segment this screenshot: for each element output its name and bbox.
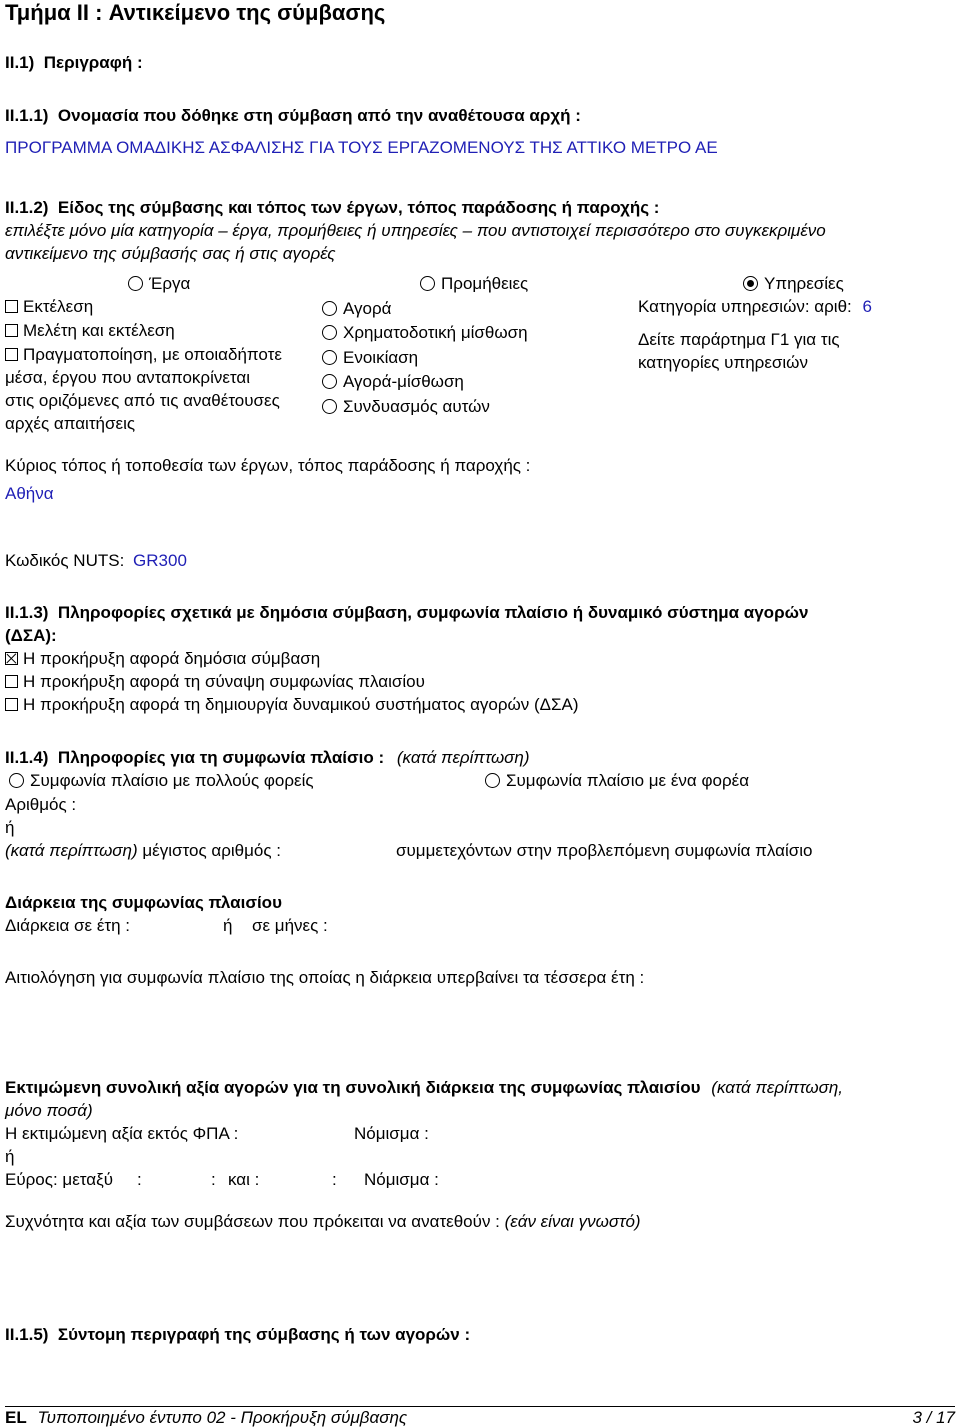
footer-page-number: 3 / 17: [912, 1408, 955, 1427]
range-colon-2: :: [211, 1170, 216, 1189]
heading-ii15-title: Σύντομη περιγραφή της σύμβασης ή των αγορών :: [57, 1325, 471, 1344]
range-currency-label: Νόμισμα :: [364, 1170, 439, 1189]
checkbox-icon[interactable]: [5, 348, 18, 361]
works-option-execution-label: Εκτέλεση: [23, 297, 94, 316]
supplies-option-hire-purchase-label: Αγορά-μίσθωση: [343, 372, 464, 391]
radio-icon[interactable]: [9, 773, 24, 788]
services-category-value: 6: [862, 297, 872, 316]
notice-dynamic-system[interactable]: [5, 695, 579, 715]
max-number-note: (κατά περίπτωση): [5, 841, 138, 860]
frequency-label: Συχνότητα και αξία των συμβάσεων που πρόκειται να ανατεθούν :: [5, 1212, 500, 1231]
supplies-option-hire-purchase[interactable]: [322, 372, 464, 392]
radio-framework-one[interactable]: [485, 771, 749, 791]
radio-works[interactable]: [128, 274, 190, 294]
radio-services-label: Υπηρεσίες: [764, 274, 844, 293]
radio-icon[interactable]: [322, 325, 337, 340]
estimate-note-line2: μόνο ποσά): [5, 1101, 93, 1120]
services-note-line1: Δείτε παράρτημα Γ1 για τις: [638, 330, 840, 349]
frequency-row: [5, 1212, 641, 1232]
heading-ii15-num: II.1.5): [5, 1325, 49, 1344]
radio-framework-many-label: Συμφωνία πλαίσιο με πολλούς φορείς: [30, 771, 314, 790]
participants-label: συμμετεχόντων στην προβλεπόμενη συμφωνία πλαίσιο: [396, 841, 813, 860]
works-option-design-execution[interactable]: [5, 321, 175, 341]
works-option-design-execution-label: Μελέτη και εκτέλεση: [23, 321, 175, 340]
heading-ii13-title-line2: (ΔΣΑ):: [5, 626, 57, 645]
range-colon-1: :: [137, 1170, 142, 1189]
heading-ii13-title: Πληροφορίες σχετικά με δημόσια σύμβαση, συμφωνία πλαίσιο ή δυναμικό σύστημα αγορών: [57, 603, 809, 622]
estimate-note-line1: (κατά περίπτωση,: [711, 1078, 843, 1097]
heading-ii1: [5, 53, 143, 73]
checked-checkbox-icon[interactable]: [5, 652, 18, 665]
max-number-label: μέγιστος αριθμός :: [142, 841, 281, 860]
supplies-option-purchase-label: Αγορά: [343, 299, 392, 318]
radio-icon[interactable]: [322, 350, 337, 365]
frequency-note: (εάν είναι γνωστό): [504, 1212, 641, 1231]
radio-works-icon[interactable]: [128, 276, 143, 291]
estimated-value-currency-label: Νόμισμα :: [354, 1124, 429, 1143]
heading-ii11: [5, 106, 581, 126]
checkbox-icon[interactable]: [5, 698, 18, 711]
footer-lang: EL: [5, 1408, 27, 1427]
range-colon-3: :: [332, 1170, 337, 1189]
heading-ii13-num: II.1.3): [5, 603, 49, 622]
heading-ii13: [5, 603, 808, 623]
duration-years-label: Διάρκεια σε έτη :: [5, 916, 131, 935]
footer-divider: [5, 1406, 955, 1407]
notice-framework-agreement-label: Η προκήρυξη αφορά τη σύναψη συμφωνίας πλαισίου: [23, 672, 425, 691]
heading-ii15: [5, 1325, 470, 1345]
nuts-value: GR300: [133, 551, 187, 570]
contract-name-value: ΠΡΟΓΡΑΜΜΑ ΟΜΑΔΙΚΗΣ ΑΣΦΑΛΙΣΗΣ ΓΙΑ ΤΟΥΣ ΕΡΓΑΖΟΜΕΝΟΥΣ ΤΗΣ ΑΤΤΙΚΟ ΜΕΤΡΟ ΑΕ: [5, 138, 718, 157]
radio-framework-one-label: Συμφωνία πλαίσιο με ένα φορέα: [506, 771, 750, 790]
radio-framework-many[interactable]: [9, 771, 314, 791]
radio-services-selected-icon[interactable]: [743, 276, 758, 291]
heading-ii11-num: II.1.1): [5, 106, 49, 125]
radio-supplies-label: Προμήθειες: [441, 274, 529, 293]
services-category-label: Κατηγορία υπηρεσιών: αριθ:: [638, 297, 852, 316]
supplies-option-rental-label: Ενοικίαση: [343, 348, 419, 367]
radio-services[interactable]: [743, 274, 844, 294]
radio-supplies-icon[interactable]: [420, 276, 435, 291]
radio-icon[interactable]: [322, 374, 337, 389]
nuts-code: [5, 551, 187, 571]
services-note-line2: κατηγορίες υπηρεσιών: [638, 353, 808, 372]
checkbox-icon[interactable]: [5, 324, 18, 337]
supplies-option-purchase[interactable]: [322, 299, 392, 319]
heading-ii14: [5, 748, 530, 768]
supplies-option-lease[interactable]: [322, 323, 528, 343]
heading-ii14-num: II.1.4): [5, 748, 49, 767]
nuts-label: Κωδικός NUTS:: [5, 551, 125, 570]
category-instruction-line1: επιλέξτε μόνο μία κατηγορία – έργα, προμήθειες ή υπηρεσίες – που αντιστοιχεί περισσότερο στο συγκεκριμένο: [5, 221, 826, 240]
checkbox-icon[interactable]: [5, 675, 18, 688]
heading-ii12: [5, 198, 659, 218]
radio-supplies[interactable]: [420, 274, 528, 294]
notice-framework-agreement[interactable]: [5, 672, 425, 692]
duration-or: ή: [223, 916, 233, 935]
heading-ii1-num: II.1): [5, 53, 35, 72]
notice-public-contract-label: Η προκήρυξη αφορά δημόσια σύμβαση: [23, 649, 321, 668]
heading-ii11-title: Ονομασία που δόθηκε στη σύμβαση από την αναθέτουσα αρχή :: [57, 106, 581, 125]
services-category: [638, 297, 872, 317]
footer-form: [5, 1408, 407, 1428]
works-option-realisation-label: Πραγματοποίηση, με οποιαδήποτε: [23, 345, 282, 364]
works-option-realisation-line2: μέσα, έργου που ανταποκρίνεται: [5, 368, 251, 387]
range-label: Εύρος: μεταξύ: [5, 1170, 113, 1189]
supplies-option-combination[interactable]: [322, 397, 490, 417]
notice-dynamic-system-label: Η προκήρυξη αφορά τη δημιουργία δυναμικού συστήματος αγορών (ΔΣΑ): [23, 695, 579, 714]
duration-months-label: σε μήνες :: [252, 916, 328, 935]
supplies-option-lease-label: Χρηματοδοτική μίσθωση: [343, 323, 528, 342]
duration-heading: Διάρκεια της συμφωνίας πλαισίου: [5, 893, 282, 912]
works-option-realisation-line3: στις οριζόμενες από τις αναθέτουσες: [5, 391, 280, 410]
supplies-option-rental[interactable]: [322, 348, 418, 368]
works-option-realisation[interactable]: [5, 345, 282, 365]
heading-ii1-title: Περιγραφή :: [43, 53, 143, 72]
number-label: Αριθμός :: [5, 795, 77, 814]
radio-icon[interactable]: [322, 301, 337, 316]
heading-ii14-title: Πληροφορίες για τη συμφωνία πλαίσιο :: [57, 748, 385, 767]
estimate-heading: Εκτιμώμενη συνολική αξία αγορών για τη συνολική διάρκεια της συμφωνίας πλαισίου: [5, 1078, 701, 1097]
heading-ii12-title: Είδος της σύμβασης και τόπος των έργων, τόπος παράδοσης ή παροχής :: [57, 198, 660, 217]
heading-ii12-num: II.1.2): [5, 198, 49, 217]
works-option-realisation-line4: αρχές απαιτήσεις: [5, 414, 136, 433]
location-value: Αθήνα: [5, 484, 54, 503]
max-number: [5, 841, 281, 861]
supplies-option-combination-label: Συνδυασμός αυτών: [343, 397, 490, 416]
or-label-1: ή: [5, 818, 15, 837]
location-label: Κύριος τόπος ή τοποθεσία των έργων, τόπος παράδοσης ή παροχής :: [5, 456, 531, 475]
footer-form-name: Τυποποιημένο έντυπο 02 - Προκήρυξη σύμβασης: [37, 1408, 408, 1427]
heading-ii14-note: (κατά περίπτωση): [396, 748, 530, 767]
range-and-label: και :: [228, 1170, 260, 1189]
category-instruction-line2: αντικείμενο της σύμβασής σας ή στις αγορές: [5, 244, 336, 263]
radio-works-label: Έργα: [149, 274, 191, 293]
checkbox-icon[interactable]: [5, 300, 18, 313]
estimated-value-label: Η εκτιμώμενη αξία εκτός ΦΠΑ :: [5, 1124, 239, 1143]
notice-public-contract[interactable]: [5, 649, 320, 669]
works-option-execution[interactable]: [5, 297, 93, 317]
justification-label: Αιτιολόγηση για συμφωνία πλαίσιο της οποίας η διάρκεια υπερβαίνει τα τέσσερα έτη :: [5, 968, 645, 987]
or-label-2: ή: [5, 1147, 15, 1166]
estimate-heading-row: [5, 1078, 843, 1098]
radio-icon[interactable]: [485, 773, 500, 788]
section-title: Τμήμα II : Αντικείμενο της σύμβασης: [5, 0, 386, 25]
radio-icon[interactable]: [322, 399, 337, 414]
